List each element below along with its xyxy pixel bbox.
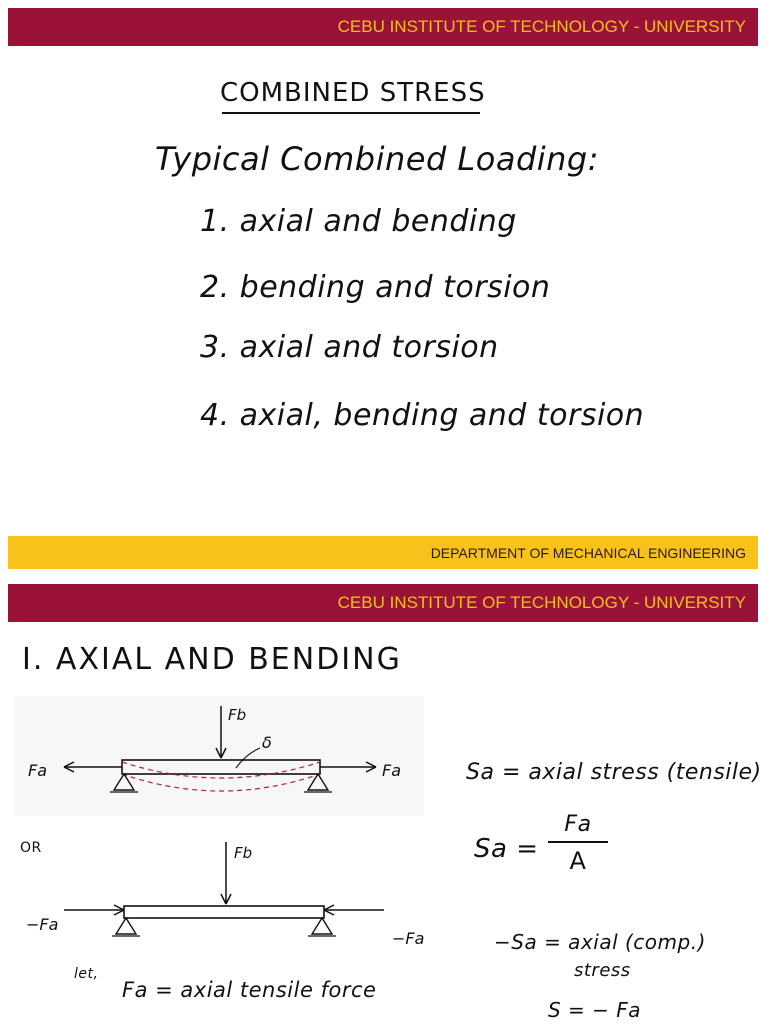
loading-item-2: 2. bending and torsion	[200, 270, 551, 305]
fig1-fa-left-label: Fa	[28, 761, 48, 780]
slide1-title: COMBINED STRESS	[220, 78, 486, 108]
eq-fraction	[548, 812, 608, 875]
loading-item-1: 1. axial and bending	[200, 204, 517, 239]
right-support-2	[312, 918, 332, 934]
let-label: let,	[74, 966, 99, 982]
slide2-header-bar	[8, 584, 758, 622]
eq-axial-stress-definition: Sa = axial stress (tensile)	[466, 760, 762, 785]
slide2-header-text: CEBU INSTITUTE OF TECHNOLOGY - UNIVERSITY	[337, 593, 746, 612]
eq-compressive-partial: S = − Fa	[548, 998, 642, 1022]
fraction-bar	[548, 841, 608, 843]
left-support-2	[116, 918, 136, 934]
loading-item-4: 4. axial, bending and torsion	[200, 398, 645, 433]
beam-body-2	[124, 906, 324, 918]
fig1-fb-label: Fb	[228, 706, 247, 724]
slide1-header-bar	[8, 8, 758, 46]
beam-figure-tension	[14, 696, 424, 816]
eq-numerator: Fa	[564, 812, 592, 837]
fig2-fa-left-label: −Fa	[26, 915, 59, 934]
eq-compressive-stress: −Sa = axial (comp.)	[494, 930, 706, 954]
eq-compressive-stress-line2: stress	[574, 960, 631, 981]
or-label: OR	[20, 840, 42, 856]
beam-figure-compression	[20, 836, 430, 956]
slide1-subtitle: Typical Combined Loading:	[155, 140, 600, 178]
fig1-fa-right-label: Fa	[382, 761, 402, 780]
title-underline	[222, 112, 480, 114]
loading-item-3: 3. axial and torsion	[200, 330, 499, 365]
slide1-footer-text: DEPARTMENT OF MECHANICAL ENGINEERING	[430, 544, 746, 561]
fig2-fa-right-label: −Fa	[392, 929, 425, 948]
eq-stress-lhs: Sa =	[474, 834, 539, 864]
slide1-header-text: CEBU INSTITUTE OF TECHNOLOGY - UNIVERSITY	[337, 17, 746, 36]
axial-force-definition: Fa = axial tensile force	[122, 978, 377, 1002]
eq-denominator: A	[569, 847, 587, 875]
slide2-title: I. AXIAL AND BENDING	[22, 642, 402, 677]
fig1-delta-label: δ	[262, 733, 272, 752]
fig2-fb-label: Fb	[234, 844, 253, 862]
slide1-footer-bar	[8, 536, 758, 569]
